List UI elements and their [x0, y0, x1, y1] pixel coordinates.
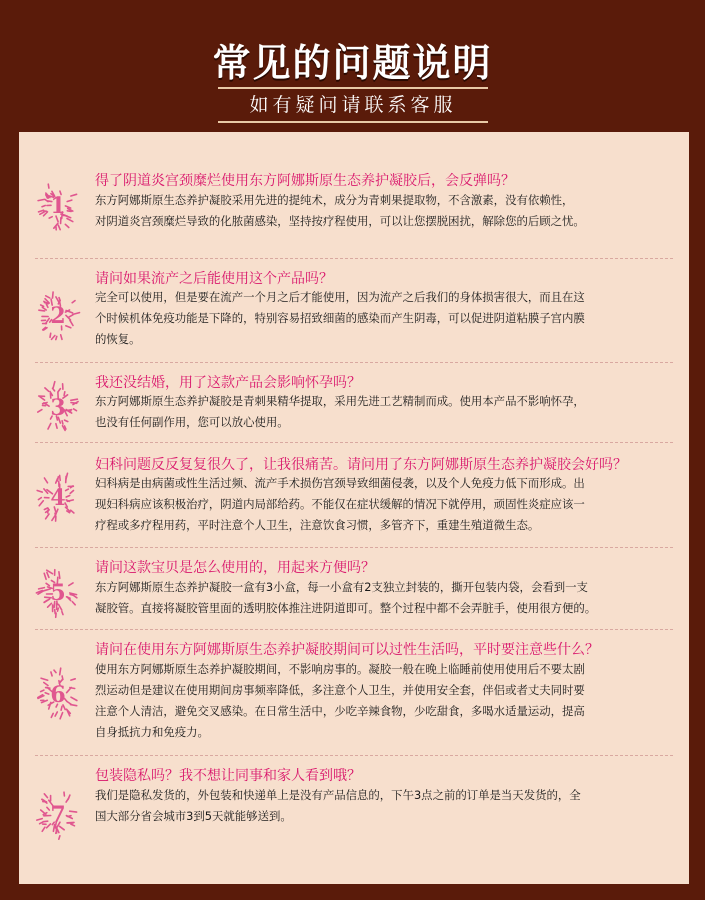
answer-line: 注意个人清洁，避免交叉感染。在日常生活中，少吃辛辣食物，少吃甜食，多喝水适量运动，提高 [95, 704, 585, 718]
divider [35, 755, 673, 756]
badge-dash [44, 683, 48, 686]
badge-dash [46, 296, 50, 298]
faq-question: 请问在使用东方阿娜斯原生态养护凝胶期间可以过性生活吗，平时要注意些什么？ [95, 642, 599, 658]
badge-graphic [35, 380, 81, 434]
badge-dash [62, 612, 63, 615]
badge-dash [42, 307, 46, 310]
badge-dash [54, 670, 56, 673]
badge-dash [59, 836, 60, 839]
badge-dash [55, 610, 56, 614]
badge-dash [60, 713, 63, 719]
badge-dash [42, 206, 45, 207]
badge-dash [56, 830, 57, 833]
badge-dash [72, 301, 75, 303]
faq-panel [19, 132, 689, 884]
faq-answer [95, 391, 683, 433]
badge-number: 6 [50, 682, 66, 708]
badge-dash [67, 200, 72, 201]
badge-dash [70, 320, 73, 325]
faq-question: 得了阴道炎宫颈糜烂使用东方阿娜斯原生态养护凝胶后，会反弹吗？ [95, 173, 515, 189]
badge-dash [59, 572, 60, 579]
answer-line: 自身抵抗力和免疫力。 [95, 725, 209, 739]
badge-dash [62, 421, 63, 424]
header [0, 0, 705, 126]
badge-dash [44, 573, 46, 579]
badge-dash [58, 389, 60, 392]
faq-question: 请问如果流产之后能使用这个产品吗？ [95, 271, 333, 287]
faq-answer [95, 190, 683, 232]
badge-dash [60, 668, 61, 675]
badge-dash [38, 199, 44, 200]
badge-dash [37, 491, 42, 493]
divider [35, 258, 673, 259]
badge-number: 2 [50, 303, 66, 329]
badge-dash [37, 819, 42, 821]
badge-dash [52, 336, 55, 340]
badge-graphic [35, 667, 81, 721]
page-subtitle: 如有疑问请联系客服 [218, 87, 488, 123]
badge-dash [60, 475, 61, 480]
faq-question: 我还没结婚，用了这款产品会影响怀孕吗？ [95, 375, 361, 391]
badge-dash [39, 210, 44, 212]
badge-dash [43, 821, 48, 822]
divider [35, 629, 673, 630]
badge-dash [67, 702, 71, 705]
divider [35, 442, 673, 443]
badge-dash [67, 816, 71, 817]
badge-number: 4 [50, 485, 66, 511]
badge-number: 3 [50, 395, 66, 421]
badge-dash [61, 335, 62, 340]
badge-dash [38, 410, 42, 413]
badge-dash [58, 225, 60, 230]
number-badge-icon [35, 470, 81, 524]
badge-dash [73, 313, 80, 315]
badge-dash [56, 479, 58, 483]
badge-dash [53, 292, 54, 298]
badge-dash [66, 496, 70, 498]
badge-graphic [35, 470, 81, 524]
badge-dash [65, 206, 70, 208]
badge-dash [44, 794, 47, 798]
badge-dash [39, 588, 45, 589]
badge-dash [48, 184, 49, 188]
answer-line: 完全可以使用，但是要在流产一个月之后才能使用，因为流产之后我们的身体损害很大，而且在这 [95, 290, 585, 304]
badge-dash [56, 424, 57, 429]
answer-line: 我们是隐私发货的，外包装和快递单上是没有产品信息的，下午3点之前的订单是当天发货的，全 [95, 788, 581, 802]
answer-line: 东方阿娜斯原生态养护凝胶一盒有3小盒，每一小盒有2支独立封装的，撕开包装内袋，会看到一支 [95, 580, 588, 594]
badge-dash [51, 713, 53, 717]
answer-line: 现妇科病应该积极治疗，阴道内局部给药。不能仅在症状缓解的情况下就停用，顽固性炎症应该一 [95, 497, 585, 511]
badge-graphic [35, 288, 81, 342]
badge-dash [42, 827, 45, 831]
faq-question: 包装隐私吗？我不想让同事和家人看到哦？ [95, 768, 361, 784]
badge-dash [70, 811, 77, 812]
number-badge-icon [35, 787, 81, 841]
badge-dash [66, 311, 73, 313]
badge-dash [51, 672, 52, 676]
badge-dash [66, 489, 69, 491]
answer-line: 东方阿娜斯原生态养护凝胶是青刺果精华提取，采用先进工艺精制而成。使用本产品不影响怀孕， [95, 394, 585, 408]
number-badge-icon [35, 565, 81, 619]
faq-answer [95, 287, 683, 350]
answer-line: 疗程或多疗程用药，平时注意个人卫生，注意饮食习惯，多管齐下，重建生殖道微生态。 [95, 518, 540, 532]
badge-dash [62, 676, 63, 680]
badge-dash [71, 510, 74, 513]
answer-line: 烈运动但是建议在使用期间房事频率降低，多注意个人卫生，并使用安全套，伴侣或者丈夫同时要 [95, 683, 585, 697]
badge-dash [67, 219, 73, 222]
badge-dash [47, 807, 49, 810]
badge-dash [44, 478, 47, 483]
number-badge-icon [35, 288, 81, 342]
number-badge-icon [35, 667, 81, 721]
badge-dash [47, 572, 49, 577]
badge-dash [66, 326, 71, 328]
badge-dash [53, 382, 55, 388]
badge-number: 7 [50, 802, 66, 828]
badge-dash [68, 410, 72, 411]
faq-answer [95, 659, 683, 743]
badge-dash [71, 679, 75, 680]
answer-line: 凝胶管。直接将凝胶管里面的透明胶体推注进阴道即可。整个过程中都不会弄脏手，使用很方便的。 [95, 601, 597, 615]
answer-line: 的恢复。 [95, 332, 141, 346]
badge-dash [69, 583, 73, 586]
answer-line: 对阴道炎宫颈糜烂导致的化脓菌感染，坚持按疗程使用，可以让您摆脱困扰，解除您的后顾之忧。 [95, 214, 585, 228]
badge-dash [41, 678, 48, 680]
page-title: 常见的问题说明 [212, 41, 493, 85]
faq-question: 妇科问题反反复复很久了，让我很痛苦。请问用了东方阿娜斯原生态养护凝胶会好吗？ [95, 457, 627, 473]
number-badge-icon [35, 380, 81, 434]
answer-line: 使用东方阿娜斯原生态养护凝胶期间，不影响房事的。凝胶一般在晚上临睡前使用使用后不要太剧 [95, 662, 585, 676]
badge-dash [46, 514, 49, 519]
badge-dash [72, 602, 75, 605]
badge-dash [71, 403, 77, 404]
badge-dash [71, 824, 75, 826]
answer-line: 个时候机体免疫功能是下降的，特别容易招致细菌的感染而产生阴毒，可以促进阴道粘膜子宫内膜 [95, 311, 585, 325]
badge-dash [71, 194, 77, 196]
badge-dash [41, 690, 44, 692]
badge-dash [53, 388, 55, 391]
badge-dash [48, 423, 51, 429]
badge-dash [41, 810, 46, 814]
badge-dash [56, 336, 57, 339]
divider [35, 362, 673, 363]
faq-answer [95, 577, 683, 619]
badge-dash [46, 583, 49, 585]
badge-dash [41, 305, 44, 306]
number-badge-icon [35, 178, 81, 232]
badge-dash [55, 712, 57, 716]
badge-dash [74, 409, 77, 411]
faq-answer [95, 785, 683, 827]
badge-dash [40, 212, 44, 214]
badge-dash [67, 211, 71, 212]
badge-number: 5 [50, 580, 66, 606]
divider [35, 547, 673, 548]
faq-question: 请问这款宝贝是怎么使用的，用起来方便吗？ [95, 560, 375, 576]
badge-dash [38, 498, 41, 500]
badge-dash [39, 501, 43, 506]
badge-dash [44, 508, 47, 510]
badge-graphic [35, 565, 81, 619]
badge-dash [70, 491, 73, 494]
answer-line: 妇科病是由病菌或性生活过频、流产手术损伤宫颈导致细菌侵袭，以及个人免疫力低下而形成。出 [95, 476, 585, 490]
badge-dash [50, 333, 51, 337]
badge-graphic [35, 178, 81, 232]
badge-dash [66, 798, 69, 802]
badge-dash [39, 310, 45, 311]
badge-dash [71, 399, 78, 400]
badge-dash [67, 688, 72, 693]
answer-line: 东方阿娜斯原生态养护凝胶采用先进的提纯术，成分为青刺果提取物，不含激素，没有依赖性， [95, 193, 574, 207]
badge-dash [71, 697, 77, 700]
answer-line: 国大部分省会城市3到5天就能够送到。 [95, 809, 292, 823]
badge-graphic [35, 787, 81, 841]
badge-dash [58, 608, 59, 611]
answer-line: 也没有任何副作用，您可以放心使用。 [95, 415, 289, 429]
badge-dash [45, 388, 49, 391]
badge-dash [65, 224, 69, 227]
badge-dash [40, 397, 45, 400]
badge-dash [67, 597, 71, 598]
faq-answer [95, 473, 683, 536]
badge-number: 1 [50, 193, 66, 219]
badge-dash [45, 693, 49, 694]
